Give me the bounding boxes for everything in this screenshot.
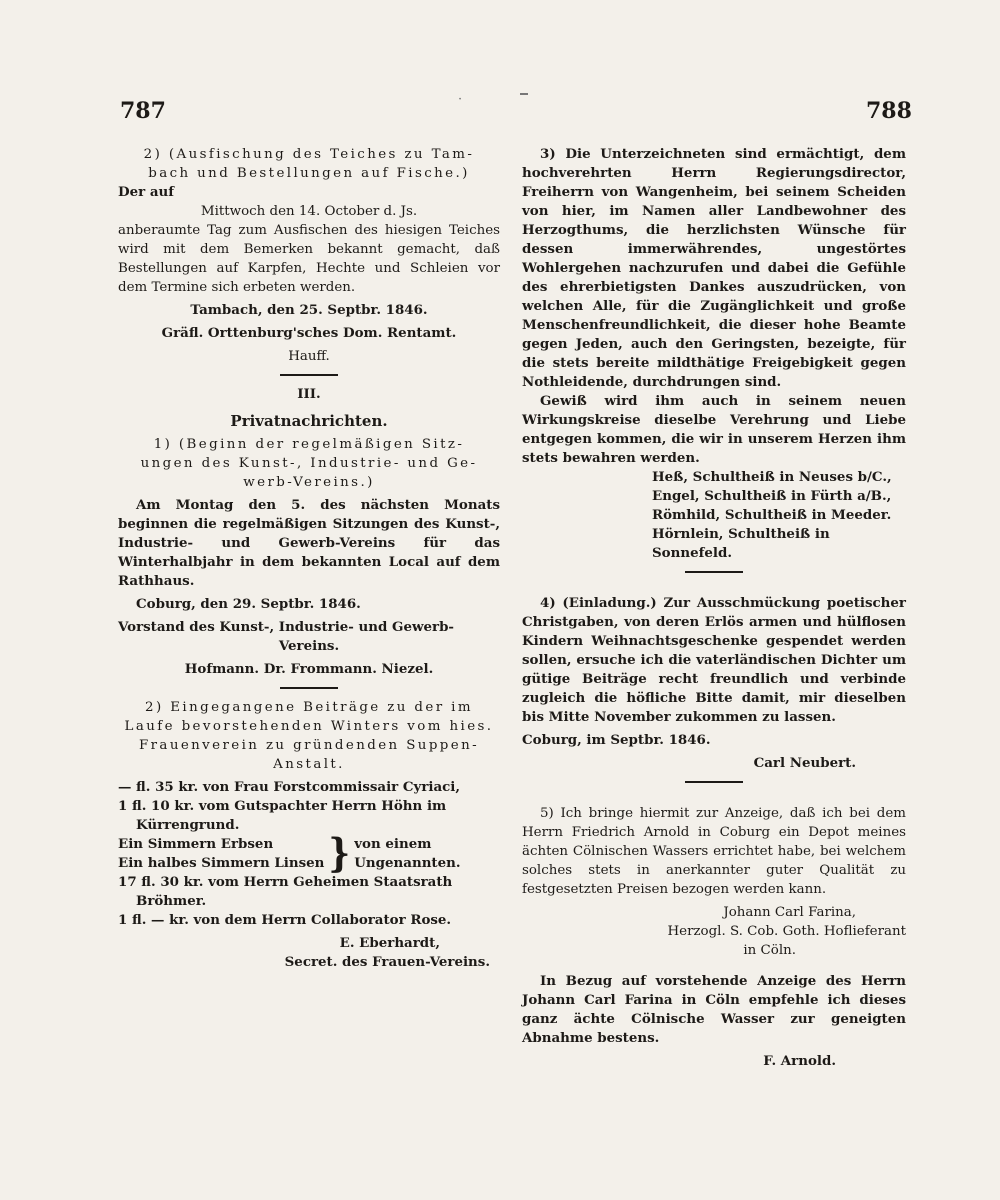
notice-place-date: Coburg, den 29. Septbr. 1846. xyxy=(136,596,361,612)
notice-title-line: werb-Vereins.) xyxy=(243,475,375,490)
notice-suppenanstalt xyxy=(118,698,500,972)
notice-ausfischung xyxy=(118,145,500,366)
notice-kunstverein xyxy=(118,435,500,679)
notice-signature: Carl Neubert. xyxy=(753,755,856,771)
notice-title-line: 2) (Ausfischung des Teiches zu Tam- xyxy=(143,147,475,162)
notice-body: Gewiß wird ihm auch in seinem neuen Wirkungskreise dieselbe Verehrung und Liebe entgegen kommen, die wir in unserem Herzen ihm stets bewahren werden. xyxy=(522,393,906,466)
notice-signature: Johann Carl Farina, xyxy=(723,905,856,920)
notice-office: Gräfl. Orttenburg'sches Dom. Rentamt. xyxy=(161,325,457,341)
divider xyxy=(280,687,338,689)
notice-title-line: Frauenverein zu gründenden Suppen- xyxy=(138,738,480,753)
divider xyxy=(685,571,743,573)
notice-signatures: Hofmann. Dr. Frommann. Niezel. xyxy=(184,661,434,677)
notice-signature: Engel, Schultheiß in Fürth a/B., xyxy=(652,488,892,504)
notice-date: Mittwoch den 14. October d. Js. xyxy=(200,204,418,219)
right-page-number: 788 xyxy=(866,98,912,124)
notice-signature-role: Secret. des Frauen-Vereins. xyxy=(284,954,490,970)
notice-signature: F. Arnold. xyxy=(763,1053,836,1069)
donation-braced-item xyxy=(118,831,500,877)
divider xyxy=(685,781,743,783)
brace-glyph: } xyxy=(328,831,351,877)
center-mark: · xyxy=(458,92,463,107)
notice-body: Am Montag den 5. des nächsten Monats beginnen die regelmäßigen Sitzungen des Kunst-, Industrie- und Gewerb-Vereins für das Winterhalbjahr in dem bekannten Local auf dem Rathhaus. xyxy=(118,497,500,589)
donation-item: 1 fl. — kr. von dem Herrn Collaborator Rose. xyxy=(118,912,452,928)
notice-body: 5) Ich bringe hiermit zur Anzeige, daß ich bei dem Herrn Friedrich Arnold in Coburg ein Depot meines ächten Cölnischen Wassers errichtet habe, bei welchem solches stets in anerkannter guter Qualität zu festgesetzten Preisen bezogen werden kann. xyxy=(522,806,906,897)
left-page-number: 787 xyxy=(120,98,166,124)
notice-einladung xyxy=(522,594,906,773)
notice-place-date: Coburg, im Septbr. 1846. xyxy=(522,732,711,748)
notice-place-date: Tambach, den 25. Septbr. 1846. xyxy=(190,302,428,318)
notice-signature: Hörnlein, Schultheiß in Sonnefeld. xyxy=(652,526,830,561)
donation-item: Ein Simmern Erbsen xyxy=(118,836,274,852)
notice-body: anberaumte Tag zum Ausfischen des hiesigen Teiches wird mit dem Bemerken bekannt gemacht, daß Bestellungen auf Karpfen, Hechte und Schleien vor dem Termine sich erbeten werden. xyxy=(118,223,500,295)
notice-title-line: ungen des Kunst-, Industrie- und Ge- xyxy=(140,456,478,471)
notice-signature: Römhild, Schultheiß in Meeder. xyxy=(652,507,892,523)
section-numeral: III. xyxy=(297,386,321,402)
notice-signature-place: in Cöln. xyxy=(743,943,796,958)
notice-body: In Bezug auf vorstehende Anzeige des Herrn Johann Carl Farina in Cöln empfehle ich dieses ganz ächte Cölnische Wasser zur geneigten Abnahme bestens. xyxy=(522,973,906,1046)
notice-board-line: Vorstand des Kunst-, Industrie- und Gewerb- xyxy=(118,619,454,635)
notice-signature: E. Eberhardt, xyxy=(339,935,440,951)
left-column xyxy=(118,145,500,972)
donation-item: 17 fl. 30 kr. vom Herrn Geheimen Staatsrath Bröhmer. xyxy=(118,874,453,909)
notice-title-line: Anstalt. xyxy=(273,757,345,772)
notice-title-line: Laufe bevorstehenden Winters vom hies. xyxy=(124,719,494,734)
donation-item: Ein halbes Simmern Linsen xyxy=(118,855,325,871)
donation-item: — fl. 35 kr. von Frau Forstcommissair Cyriaci, xyxy=(118,779,461,795)
section-title: Privatnachrichten. xyxy=(230,412,388,430)
notice-body: 4) (Einladung.) Zur Ausschmückung poetischer Christgaben, von deren Erlös armen und hülflosen Kindern Weihnachtsgeschenke gespendet werden sollen, ersuche ich die vaterländischen Dichter um gütige Beiträge recht freundlich und verbinde zugleich die höfliche Bitte damit, mir dieselben bis Mitte November zukommen zu lassen. xyxy=(522,595,906,725)
divider xyxy=(280,374,338,376)
donation-item: 1 fl. 10 kr. vom Gutspachter Herrn Höhn im Kürrengrund. xyxy=(118,798,447,833)
center-dash xyxy=(520,93,528,95)
notice-board-line: Vereins. xyxy=(278,638,340,654)
notice-title-line: bach und Bestellungen auf Fische.) xyxy=(148,166,470,181)
notice-title-line: 2) Eingegangene Beiträge zu der im xyxy=(145,700,473,715)
notice-lead: Der auf xyxy=(118,184,175,200)
notice-signature-role: Herzogl. S. Cob. Goth. Hoflieferant xyxy=(667,924,906,939)
notice-farina xyxy=(522,804,906,1071)
donation-donor: von einem Ungenannten. xyxy=(354,836,461,871)
notice-title-line: 1) (Beginn der regelmäßigen Sitz- xyxy=(153,437,465,452)
notice-signature: Heß, Schultheiß in Neuses b/C., xyxy=(652,469,892,485)
right-column xyxy=(522,145,906,1071)
notice-signature: Hauff. xyxy=(288,349,330,364)
notice-wangenheim xyxy=(522,145,906,563)
notice-body: 3) Die Unterzeichneten sind ermächtigt, dem hochverehrten Herrn Regierungsdirector, Freiherrn von Wangenheim, bei seinem Scheiden von hier, im Namen aller Landbewohner des Herzogthums, die herzlichsten Wünsche für dessen immerwährendes, ungestörtes Wohlergehen nachzurufen und dabei die Gefühle des ehrerbietigsten Dankes auszudrücken, von welchen Alle, für die Zugänglichkeit und große Menschenfreundlichkeit, die dieser hohe Beamte gegen Jeden, auch den Geringsten, bezeigte, für die stets bereite mildthätige Freigebigkeit gegen Nothleidende, durchdrungen sind. xyxy=(522,146,906,390)
